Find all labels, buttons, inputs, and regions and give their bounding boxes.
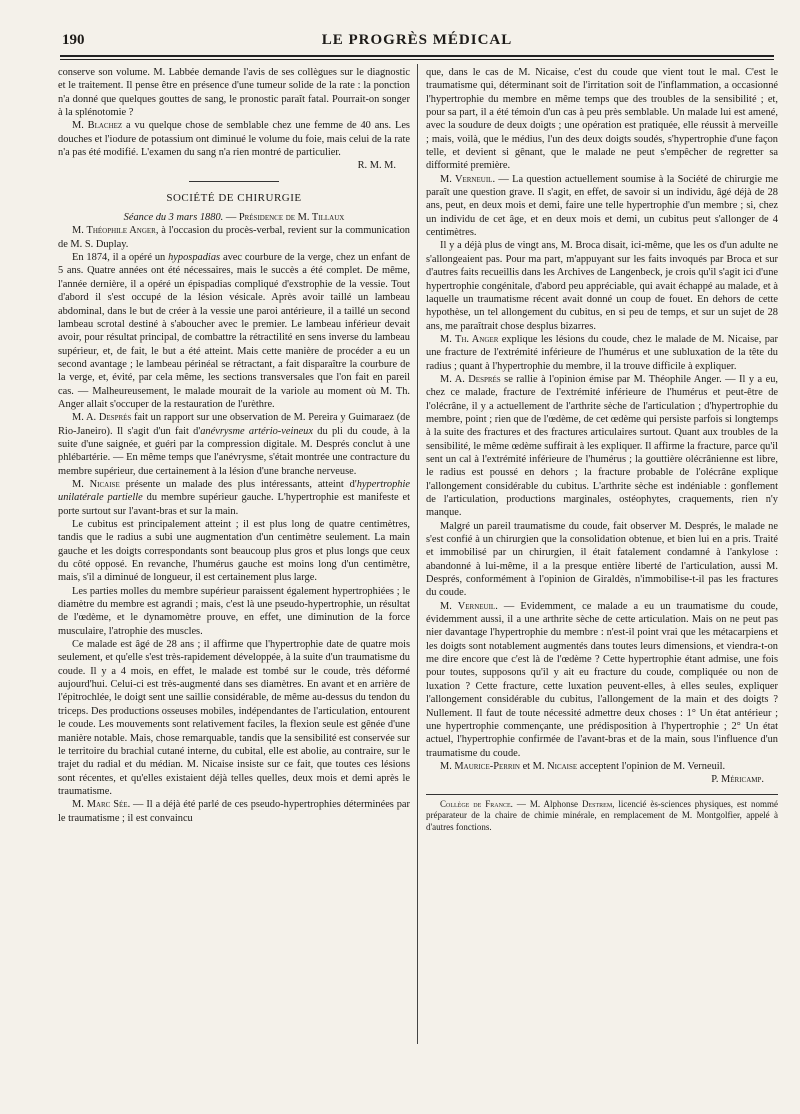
paragraph-text: En 1874, il a opéré un <box>72 252 169 264</box>
paragraph <box>426 173 778 240</box>
speaker-name: M. A. Després <box>72 412 132 424</box>
speaker-name: M. A. Després <box>440 373 501 385</box>
left-column <box>58 66 410 825</box>
signature: P. Méricamp. <box>711 774 764 786</box>
speaker-name: M. Verneuil <box>440 600 496 612</box>
paragraph: Les parties molles du membre supérieur paraissent également hypertrophiées ; le diamètre du membre est agrandi ; mais, c'est là une pseudo-hypertrophie, un résultat de l'œdème, et le dynamomètre prouve, en effet, une diminution de la force musculaire, l'atrophie des muscles. <box>58 585 410 637</box>
speaker-name: M. Nicaise <box>532 760 578 772</box>
paragraph: Ce malade est âgé de 28 ans ; il affirme que l'hypertrophie date de quatre mois seulement, et qu'elle s'est très-rapidement développée, à la suite d'un traumatisme du coude. Il y a 4 mois, en effet, le malade est tombé sur le coude, très déformé aujourd'hui. Celui-ci est très-augmenté dans ses diamètres. En avant et en arrière de l'épitrochlée, le doigt sent une saillie considérable, de même au-dessus du tendon du triceps. Des productions osseuses mobiles, indépendantes de l'articulation, entourent le coude. Les mouvements sont relativement faciles, la flexion seule est gênée d'une manière notable. Mais, chose remarquable, tandis que la sensibilité est conservée sur le territoire du brachial cutané interne, du cubital, elle est abolie, au contraire, sur le trajet du radial et du médian. M. Nicaise insiste sur ce fait, que toutes ces lésions sont récentes, et qu'elles existaient déjà telles quelles, deux mois et demi après le traumatisme. <box>58 639 411 797</box>
paragraph-text: explique les lésions du coude, chez le malade de M. Nicaise, par une fracture de l'extrémité inférieure de l'humérus et une subluxation de la tête du radius ; quant à l'hypertrophie du membre, il la trouve difficile à expliquer. <box>426 333 778 372</box>
speaker-name: M. Verneuil <box>440 173 493 185</box>
page-number: 190 <box>62 31 85 48</box>
emphasis: hypospadias <box>168 252 221 264</box>
paragraph <box>426 760 778 773</box>
paragraph-text: a vu quelque chose de semblable chez une femme de 40 ans. Les douches et l'iodure de potassium ont diminué le volume du foie, mais celui de la rate n'a pas été modifié. L'examen du sang n'a rien montré de particulier. <box>58 120 410 159</box>
paragraph-text: acceptent l'opinion de M. Verneuil. <box>577 760 726 772</box>
paragraph-text: avec courbure de la verge, chez un enfant de 5 ans. Quatre années ont été nécessaires, mais le succès a été complet. De même, l'année dernière, il a opéré un épispadias compliqué d'exstrophie de la vessie. Tout d'abord il s'est occupé de la lésion vésicale. Après avoir taillé un lambeau abdominal, dans le but de créer à la vessie une paroi antérieure, il a taillé un second lambeau scrotal destiné à s'aboucher avec le premier. Le lambeau inférieur devait avoir, pour résultat principal, de combattre la rétractilité en sens inverse du lambeau supérieur, et, de fait, le but a été atteint. Mais cette manière de procéder a eu un second avantage ; le lambeau périnéal se rétractant, a fait disparaître la courbure de la verge, et, évité, par cela même, les sections transversales que l'on fait en pareil cas. — Malheureusement, le malade mourait de la variole au moment où M. Th. Anger allait s'occuper de la restauration de l'urèthre. <box>58 252 410 410</box>
paragraph-text: du pli du coude, à la suite d'une saignée, et guéri par la compression digitale. M. Després conclut à une phlébartérie. — En même temps que l'anévrysme, s'était montrée une contracture du membre supérieur, due certainement à la lésion d'une branche nerveuse. <box>58 425 410 477</box>
presidence-label: — Présidence de <box>223 212 298 224</box>
paragraph-text: . — Il a déjà été parlé de ces pseudo-hypertrophies déterminées par le traumatisme ; il est convaincu <box>58 799 410 824</box>
news-text: , licencié ès-sciences physiques, est nommé préparateur de la chaire de chimie minérale, en remplacement de M. Montgolfier, appelé à d'autres fonctions. <box>426 798 778 832</box>
speaker-name: M. Maurice-Perrin <box>440 760 520 772</box>
section-divider <box>189 181 279 182</box>
paragraph-text: du membre supérieur gauche. L'hypertrophie est manifeste et porte surtout sur l'avant-bras et sur la main. <box>58 492 410 517</box>
signature: R. M. M. <box>357 160 396 172</box>
news-text: — M. Alphonse <box>512 798 583 809</box>
speaker-name: M. Blachez <box>72 120 123 132</box>
paragraph-text: fait un rapport sur une observation de M. Pereira y Guimaraez (de Rio-Janeiro). Il s'agit d'un fait d' <box>58 412 410 437</box>
paragraph <box>58 119 410 159</box>
paragraph <box>58 478 410 518</box>
paragraph-text: et <box>519 760 533 772</box>
session-date: Séance du 3 mars 1880. <box>123 212 224 224</box>
paragraph: Malgré un pareil traumatisme du coude, fait observer M. Després, le malade ne s'est confié à un chirurgien que la consolidation obtenue, et bien lui en a pris. Traité et immobilisé par un chirurgien, il était fatalement condamné à l'ankylose : abandonné à lui-même, il a la presque entière liberté de l'articulation, aussi M. Després, conformément à l'opinion de Giraldès, n'immobilise-t-il pas les fractures du coude. <box>426 520 778 599</box>
emphasis: hypertrophie unilatérale partielle <box>58 478 410 504</box>
journal-title: LE PROGRÈS MÉDICAL <box>321 31 513 48</box>
paragraph-text: présente un malade des plus intéressants, atteint d' <box>119 478 357 490</box>
paragraph: Il y a déjà plus de vingt ans, M. Broca disait, ici-même, que les os d'un adulte ne s'allongeaient pas. Pour ma part, m'appuyant sur les faits invoqués par Broca et sur d'autres faits recueillis dans les Archives de Langenbeck, je crois qu'il s'agit ici d'une hypertrophie congénitale, d'abord peu appréciable, qui avait échappé au malade, et à laquelle un traumatisme récent avait donné un coup de fouet. En dehors de cette hypothèse, un tel allongement du cubitus, en si peu de temps, et sur un sujet de 28 ans, me paraîtrait chose desplus bizarres. <box>426 240 779 332</box>
speaker-name: M. Théophile Anger <box>72 225 156 237</box>
paragraph-text: se rallie à l'opinion émise par M. Théophile Anger. — Il y a eu, chez ce malade, fracture de l'extrémité inférieure de l'humérus et peut-être de l'olécrâne, il y a actuellement de l'arthrite sèche de l'articulation ; d'hypertrophie du membre, point ; rien que de l'œdème, de cet œdème qui persiste parfois si longtemps à la suite des fractures et des fractures articulaires surtout. Quant aux troubles de la sensibilité, le même œdème suffirait à les expliquer. Il affirme la fracture, parce qu'il sent un cal à l'extrémité inférieure de l'humérus ; la gouttière olécrânienne est libre, le radius est poussé en dehors ; la fracture probable de l'olécrâne explique l'allongement considérable du cubitus. L'arthrite sèche est indéniable : gonflement de l'articulation, productions marginales, ostéophytes, craquements, rien n'y manque. <box>426 373 778 519</box>
paragraph: conserve son volume. M. Labbée demande l'avis de ses collègues sur le diagnostic et le traitement. Il pense être en présence d'une tumeur solide de la rate : la ponction n'a donné que quelques gouttes de sang, le pronostic paraît fatal. Pourrait-on songer à la splénotomie ? <box>58 67 410 119</box>
session-line <box>58 211 410 224</box>
paragraph <box>58 798 410 825</box>
person-name: Destrem <box>582 798 613 809</box>
paragraph-text: . — La question actuellement soumise à la Société de chirurgie me paraît une question grave. Il s'agit, en effet, de savoir si un individu, âgé déjà de 28 ans, peut, en deux mois et demi, faire une telle hypertrophie d'un membre ; si, chez un individu de cet âge, et en deux mois et demi, un cubitus peut s'allonger de 4 centimètres. <box>426 173 778 239</box>
paragraph <box>426 333 778 373</box>
speaker-name: M. Marc Sée <box>72 799 128 811</box>
president-name: M. Tillaux <box>297 212 345 224</box>
paragraph: Le cubitus est principalement atteint ; il est plus long de quatre centimètres, tandis que le radius a subi une augmentation d'un centimètre seulement. La main gauche et les doigts correspondants sont beaucoup plus gros et plus longs que ceux du côté opposé. En revanche, l'humérus gauche est moins long d'un centimètre, mais, s'il a diminué de longueur, il est certainement plus large. <box>58 519 410 584</box>
paragraph-text: . — Evidemment, ce malade a eu un traumatisme du coude, évidemment aussi, il a une arthrite sèche de cette articulation. Mais on ne peut pas nier davantage l'hypertrophie du membre : n'est-il point vrai que les métacarpiens et les doigts sont notablement augmentés dans toutes leurs dimensions, et viendra-t-on me dire encore que c'est là de l'œdème ? Cette hypertrophie étant admise, une fois pour toutes, supposons qu'il y ait eu fracture du coude, compliquée ou non de luxation ? Cette fracture, cette luxation peuvent-elles, à elles seules, expliquer l'allongement considérable du cubitus, l'allongement de la main et des doigts ? Nullement. Il faut de toute nécessité admettre deux choses : 1° Un état antérieur ; une hypertrophie commençante, une prédisposition à l'hypertrophie ; 2° Un état actuel, l'hypertrophie confirmée de l'avant-bras et de la main, sous l'influence d'un traumatisme du coude. <box>426 600 778 759</box>
paragraph-text: , à l'occasion du procès-verbal, revient sur la communication de M. S. Duplay. <box>58 225 410 250</box>
speaker-name: M. Nicaise <box>72 478 120 490</box>
right-column <box>426 66 778 833</box>
paragraph <box>58 224 410 251</box>
header-rule <box>60 55 774 57</box>
news-item <box>426 799 778 834</box>
column-divider <box>417 64 418 1044</box>
page-header <box>62 28 772 52</box>
paragraph: que, dans le cas de M. Nicaise, c'est du coude que vient tout le mal. C'est le traumatisme qui, déterminant soit de l'irritation soit de l'inflammation, a occasionné l'hypertrophie du membre en même temps que des troubles de la sensibilité ; et, pour sa part, il a été témoin d'un cas à peu près semblable. Un malade lui est amené, avec la soudure de deux doigts ; une opération est pratiquée, elle réussit à merveille ; mais, voilà, que le médius, l'un des deux doigts soudés, s'hypertrophie d'une façon telle, et devient si gênant, que le malade ne peut s'empêcher de regretter sa difformité première. <box>426 67 778 172</box>
paragraph <box>426 600 778 760</box>
header-rule-thin <box>60 59 774 60</box>
paragraph <box>426 373 778 520</box>
section-title: SOCIÉTÉ DE CHIRURGIE <box>166 191 302 204</box>
emphasis: anévrysme artério-veineux <box>200 425 313 437</box>
speaker-name: M. Th. Anger <box>440 333 499 345</box>
news-divider <box>426 794 778 795</box>
paragraph <box>58 251 410 411</box>
paragraph <box>58 411 410 478</box>
news-lead: Collège de France. <box>440 798 513 809</box>
